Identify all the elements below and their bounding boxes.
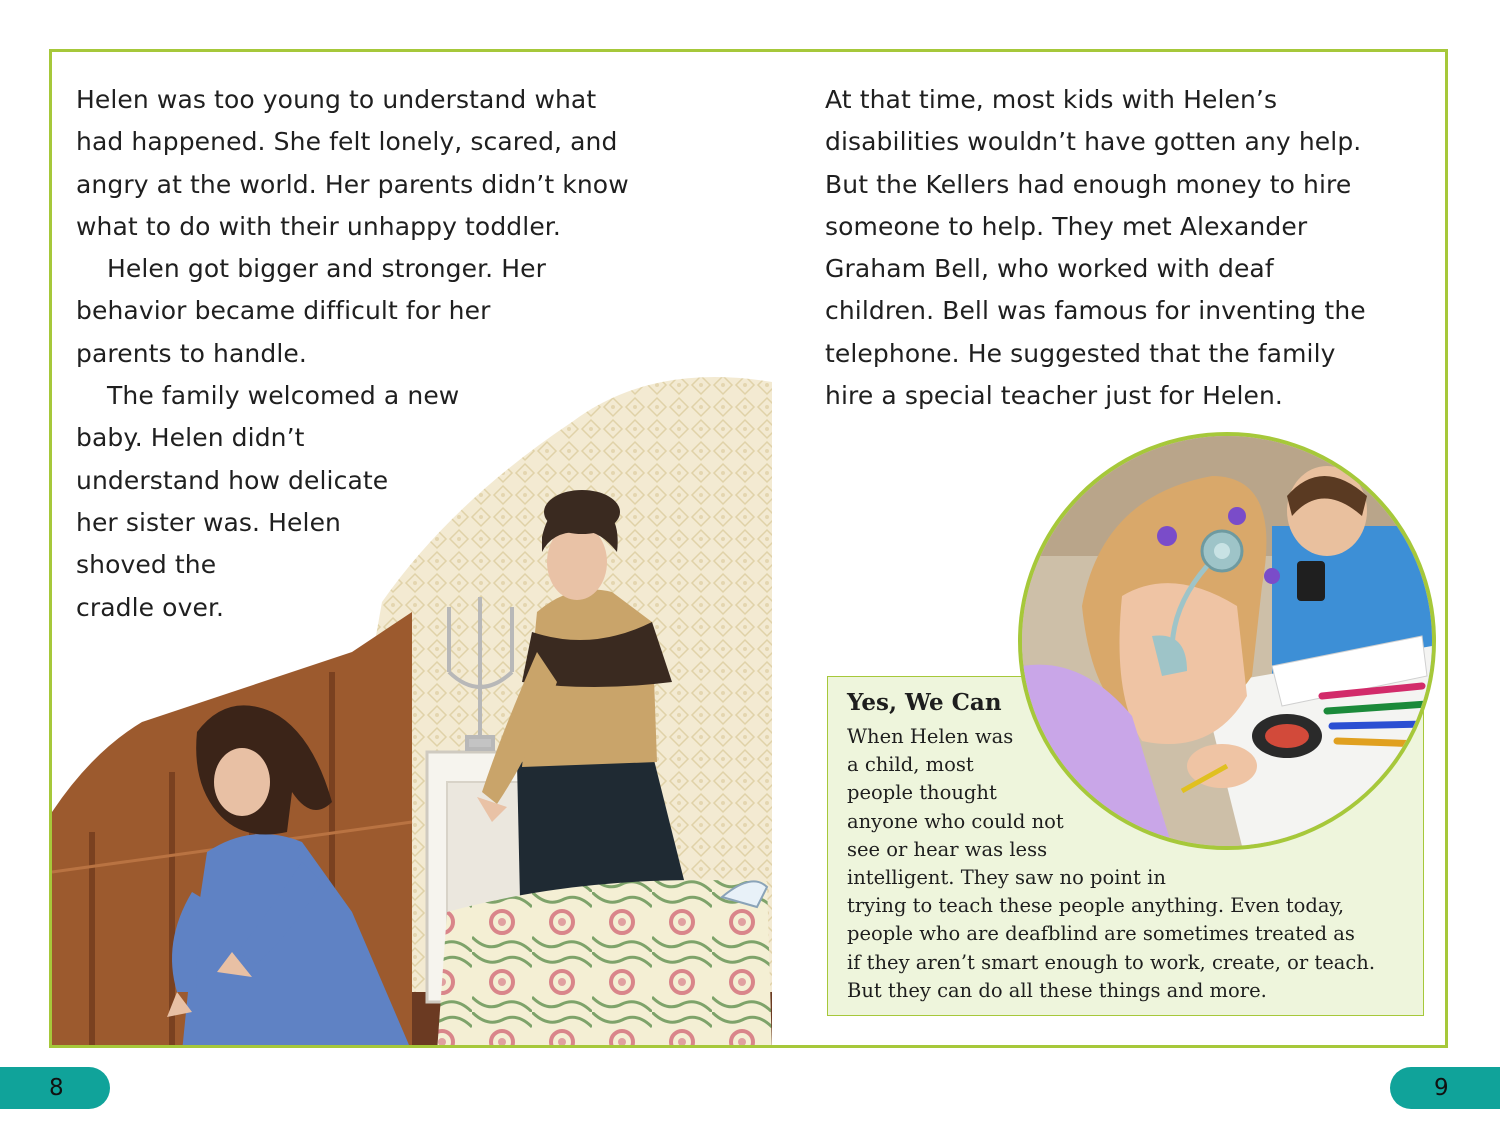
sidebar-title: Yes, We Can	[847, 689, 1002, 716]
text-line: someone to help. They met Alexander	[825, 211, 1308, 241]
sidebar-line: intelligent. They saw no point in	[847, 866, 1166, 890]
text-line: understand how delicate	[76, 465, 389, 495]
text-line: hire a special teacher just for Helen.	[825, 381, 1283, 411]
text-line: behavior became difficult for her	[76, 296, 491, 326]
text-line: angry at the world. Her parents didn’t know	[76, 169, 629, 199]
text-line: The family welcomed a new	[107, 381, 460, 411]
text-line: had happened. She felt lonely, scared, and	[76, 127, 618, 157]
text-line: telephone. He suggested that the family	[825, 338, 1336, 368]
sidebar-line: When Helen was	[847, 725, 1014, 748]
text-line: baby. Helen didn’t	[76, 423, 305, 453]
sidebar-line: But they can do all these things and more.	[847, 978, 1267, 1002]
text-line: shoved the	[76, 550, 217, 580]
text-line: Helen was too young to understand what	[76, 85, 597, 114]
photo-children-drawing	[1018, 432, 1436, 850]
text-line: Graham Bell, who worked with deaf	[825, 254, 1274, 284]
sidebar-line: see or hear was less	[847, 837, 1048, 861]
text-line: But the Kellers had enough money to hire	[825, 169, 1352, 199]
text-line: children. Bell was famous for inventing the	[825, 296, 1366, 326]
sidebar-line: people who are deafblind are sometimes treated as	[847, 922, 1355, 946]
sidebar-line: if they aren’t smart enough to work, create, or teach.	[847, 950, 1376, 974]
sidebar-line: anyone who could not	[847, 809, 1064, 833]
text-line: At that time, most kids with Helen’s	[825, 85, 1278, 114]
text-line: parents to handle.	[76, 338, 307, 368]
text-line: her sister was. Helen	[76, 507, 341, 537]
sidebar-line: people thought	[847, 781, 997, 805]
text-line: Helen got bigger and stronger. Her	[107, 254, 547, 284]
right-page-text	[825, 79, 1366, 417]
text-line: what to do with their unhappy toddler.	[76, 211, 561, 241]
text-line: cradle over.	[76, 592, 225, 622]
illustration-helen-and-mother	[52, 352, 772, 1048]
sidebar-line: a child, most	[847, 753, 974, 777]
page-number: 8	[49, 1075, 64, 1101]
page-number-tab-left	[0, 1067, 110, 1109]
page-number-tab-right	[1390, 1067, 1500, 1109]
sidebar-line: trying to teach these people anything. Even today,	[847, 894, 1345, 918]
page-number: 9	[1434, 1075, 1449, 1101]
page-frame	[49, 49, 1448, 1048]
text-line: disabilities wouldn’t have gotten any help.	[825, 127, 1362, 157]
